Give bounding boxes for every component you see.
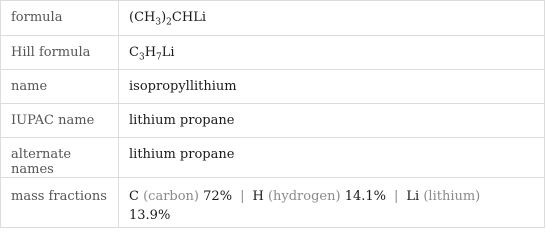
formula-value <box>119 1 545 36</box>
table-row <box>1 138 545 178</box>
formula-part: C <box>129 45 139 60</box>
table-row <box>1 178 545 228</box>
formula-part: Li <box>161 45 175 60</box>
element-symbol: Li <box>406 189 420 204</box>
name-value: isopropyllithium <box>119 70 545 104</box>
mass-fractions-value <box>119 178 545 228</box>
formula-part: H <box>144 45 157 60</box>
separator: | <box>240 189 245 204</box>
row-label: formula <box>1 1 119 36</box>
element-symbol: H <box>252 189 264 204</box>
formula-part: (CH <box>129 10 156 25</box>
formula-part: ) <box>161 10 167 25</box>
table-row <box>1 70 545 104</box>
row-label: name <box>1 70 119 104</box>
fraction-value: 13.9% <box>129 208 171 223</box>
hill-formula-value <box>119 36 545 70</box>
element-name: (carbon) <box>143 189 200 204</box>
iupac-name-value: lithium propane <box>119 104 545 138</box>
element-name: (hydrogen) <box>267 189 341 204</box>
row-label: IUPAC name <box>1 104 119 138</box>
formula-subscript: 3 <box>138 52 145 63</box>
fraction-value: 14.1% <box>344 189 387 204</box>
table-row <box>1 104 545 138</box>
row-label: mass fractions <box>1 178 119 228</box>
table-row <box>1 1 545 36</box>
formula-subscript: 2 <box>166 17 172 28</box>
formula-subscript: 7 <box>156 52 162 63</box>
alternate-names-value: lithium propane <box>119 138 545 178</box>
row-label: alternate names <box>1 138 119 178</box>
formula-part: CHLi <box>171 10 206 25</box>
formula-subscript: 3 <box>155 17 162 28</box>
table-row <box>1 36 545 70</box>
separator: | <box>394 189 399 204</box>
element-symbol: C <box>129 189 139 204</box>
fraction-value: 72% <box>203 189 233 204</box>
row-label: Hill formula <box>1 36 119 70</box>
element-name: (lithium) <box>423 189 481 204</box>
